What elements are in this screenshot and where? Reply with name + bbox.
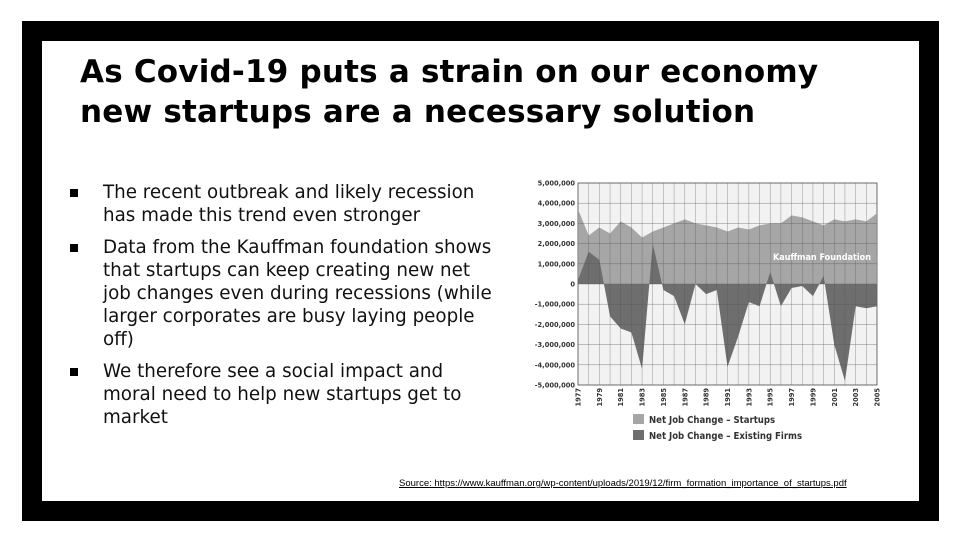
bullet-text: Data from the Kauffman foundation shows that startups can keep creating new net job changes even during recessions (while larger corporates are busy laying people off) xyxy=(103,237,492,350)
legend-swatch xyxy=(633,414,644,424)
x-tick-label: 1993 xyxy=(744,388,754,407)
bullet-square-icon xyxy=(70,368,78,376)
x-tick-label: 1997 xyxy=(787,388,797,407)
x-tick-label: 2003 xyxy=(851,388,861,407)
x-tick-label: 1991 xyxy=(723,388,732,407)
bullet-text: We therefore see a social impact and moral need to help new startups get to market xyxy=(103,361,462,428)
y-tick-label: -4,000,000 xyxy=(534,360,575,370)
y-tick-label: 1,000,000 xyxy=(537,259,575,269)
y-tick-label: -3,000,000 xyxy=(534,340,575,350)
x-tick-label: 2001 xyxy=(829,388,839,407)
y-tick-label: -2,000,000 xyxy=(534,319,575,329)
job-change-chart xyxy=(525,172,895,457)
x-tick-label: 1989 xyxy=(701,388,711,407)
x-tick-label: 1977 xyxy=(573,388,583,407)
legend-swatch xyxy=(633,430,644,440)
bullet-item xyxy=(66,360,496,429)
bullet-square-icon xyxy=(70,244,78,252)
slide-title-line-1: As Covid-19 puts a strain on our economy xyxy=(80,54,819,90)
x-tick-label: 1985 xyxy=(658,388,668,407)
x-tick-label: 2005 xyxy=(872,388,882,407)
x-tick-label: 1995 xyxy=(765,388,775,407)
bullet-item xyxy=(66,236,496,351)
bullet-text: The recent outbreak and likely recession has made this trend even stronger xyxy=(103,182,475,226)
source-link[interactable]: Source: https://www.kauffman.org/wp-content/uploads/2019/12/firm_formation_importance_of_startups.pdf xyxy=(399,478,847,489)
slide-title xyxy=(80,52,818,132)
slide-title-line-2: new startups are a necessary solution xyxy=(80,94,756,130)
x-tick-label: 1979 xyxy=(594,388,604,407)
y-tick-label: -1,000,000 xyxy=(534,299,575,309)
x-tick-label: 1983 xyxy=(637,388,647,407)
y-tick-label: -5,000,000 xyxy=(534,380,575,390)
y-tick-label: 2,000,000 xyxy=(537,239,575,249)
x-tick-label: 1981 xyxy=(616,388,626,407)
x-tick-label: 1987 xyxy=(680,388,690,407)
bullet-item xyxy=(66,181,496,227)
y-tick-label: 4,000,000 xyxy=(537,198,575,208)
legend-label: Net Job Change – Existing Firms xyxy=(649,431,803,442)
y-tick-label: 5,000,000 xyxy=(537,178,575,188)
chart-annotation: Kauffman Foundation xyxy=(772,253,871,263)
bullet-square-icon xyxy=(70,189,78,197)
legend-label: Net Job Change – Startups xyxy=(649,415,776,426)
bullet-list xyxy=(66,181,496,438)
x-tick-label: 1999 xyxy=(808,388,818,407)
y-tick-label: 0 xyxy=(570,279,575,289)
y-tick-label: 3,000,000 xyxy=(537,218,575,228)
